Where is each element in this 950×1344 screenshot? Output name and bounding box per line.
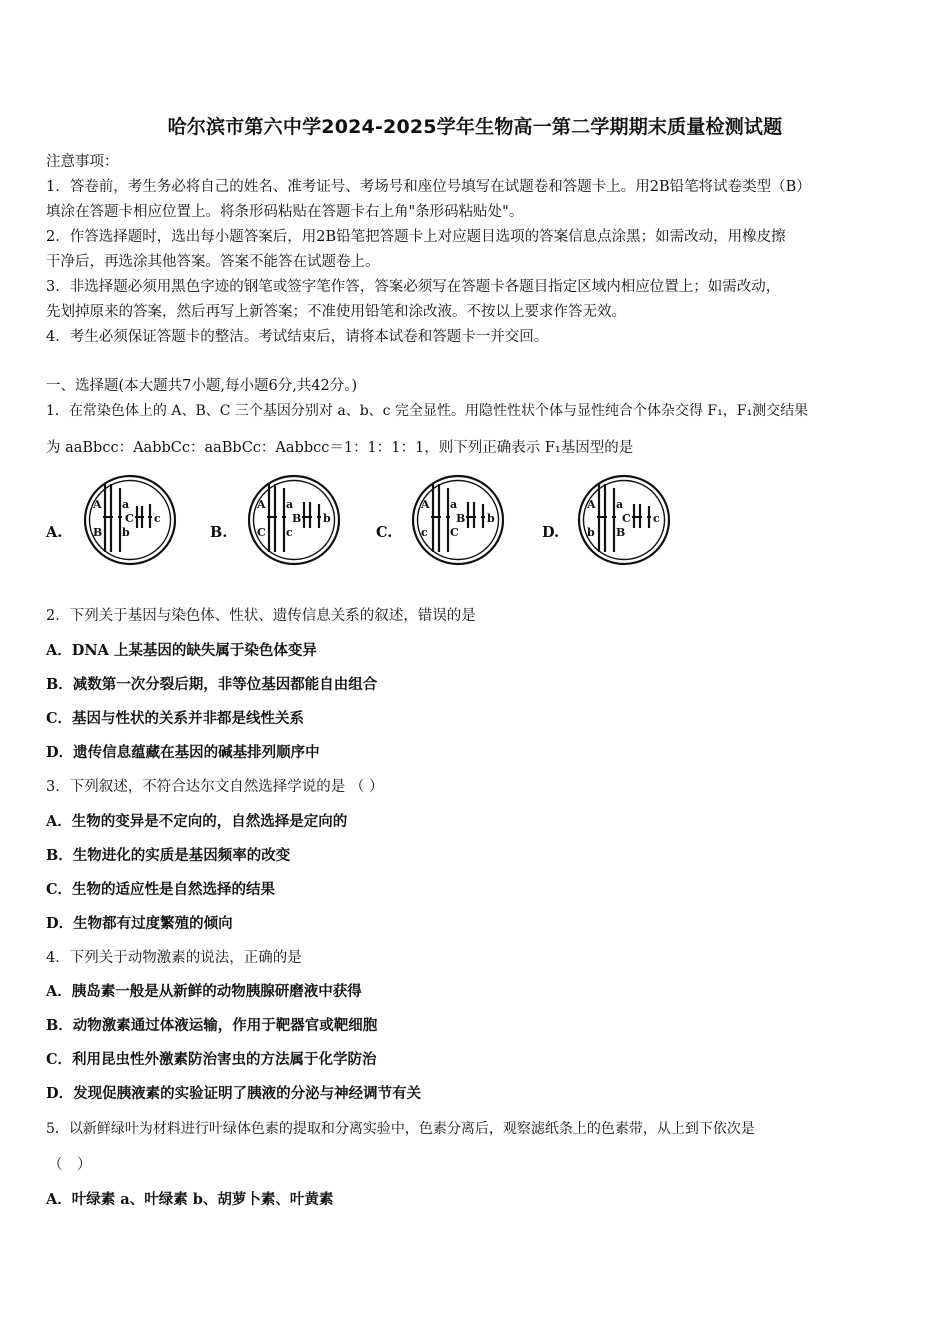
question-3-option: D．生物都有过度繁殖的倾向 — [46, 915, 233, 932]
question-3-option: B．生物进化的实质是基因频率的改变 — [46, 847, 291, 864]
cell-diagram-b — [244, 472, 344, 568]
gene-label-tr: a — [450, 498, 458, 511]
section-heading: 一、选择题(本大题共7小题,每小题6分,共42分。) — [46, 378, 358, 394]
question-1-stem-cont: 为 aaBbcc：AabbCc：aaBbCc：Aabbcc＝1：1：1：1，则下列正确表示 F₁基因型的是 — [46, 440, 634, 456]
cell-diagram-d — [574, 472, 674, 568]
question-4-option: D．发现促胰液素的实验证明了胰液的分泌与神经调节有关 — [46, 1085, 422, 1102]
gene-label-tl: A — [93, 498, 102, 511]
gene-label-bl: b — [587, 526, 595, 539]
gene-label-br: c — [286, 526, 293, 539]
option-b-label: B. — [210, 524, 228, 541]
gene-label-bl: B — [93, 526, 103, 539]
cell-diagram-c — [408, 472, 508, 568]
question-3-option: A．生物的变异是不定向的，自然选择是定向的 — [46, 813, 348, 830]
gene-label-bl: C — [257, 526, 266, 539]
gene-label-sl: B — [456, 512, 466, 525]
gene-label-tl: A — [257, 498, 266, 511]
notice-line: 4．考生必须保证答题卡的整洁。考试结束后，请将本试卷和答题卡一并交回。 — [46, 329, 549, 345]
notice-line: 3．非选择题必须用黑色字迹的钢笔或签字笔作答，答案必须写在答题卡各题目指定区域内相应位置上；如需改动， — [46, 279, 781, 295]
gene-label-sl: C — [125, 512, 134, 525]
gene-label-sl: B — [292, 512, 302, 525]
gene-label-tr: a — [122, 498, 130, 511]
notice-line: 干净后，再选涂其他答案。答案不能答在试题卷上。 — [46, 254, 380, 270]
gene-label-br: b — [122, 526, 130, 539]
cell-diagram-a — [80, 472, 180, 568]
notice-line: 2．作答选择题时，选出每小题答案后，用2B铅笔把答题卡上对应题目选项的答案信息点涂黑；如需改动，用橡皮擦 — [46, 229, 786, 245]
question-3-stem: 3．下列叙述，不符合达尔文自然选择学说的是 （ ） — [46, 779, 384, 795]
notice-heading: 注意事项： — [46, 154, 119, 170]
gene-label-tr: a — [286, 498, 294, 511]
question-2-option: B．减数第一次分裂后期，非等位基因都能自由组合 — [46, 676, 378, 693]
question-2-option: C．基因与性状的关系并非都是线性关系 — [46, 710, 305, 727]
gene-label-sl: C — [622, 512, 631, 525]
question-3-option: C．生物的适应性是自然选择的结果 — [46, 881, 276, 898]
question-4-stem: 4．下列关于动物激素的说法，正确的是 — [46, 950, 302, 966]
question-4-option: B．动物激素通过体液运输，作用于靶器官或靶细胞 — [46, 1017, 378, 1034]
gene-label-sr: c — [653, 512, 660, 525]
question-1-stem: 1．在常染色体上的 A、B、C 三个基因分别对 a、b、c 完全显性。用隐性性状个体与显性纯合个体杂交得 F₁，F₁测交结果 — [46, 403, 809, 419]
question-2-stem: 2．下列关于基因与染色体、性状、遗传信息关系的叙述，错误的是 — [46, 608, 476, 624]
question-1-diagrams — [46, 472, 726, 572]
notice-line: 填涂在答题卡相应位置上。将条形码粘贴在答题卡右上角"条形码粘贴处"。 — [46, 204, 524, 220]
question-5-stem: 5．以新鲜绿叶为材料进行叶绿体色素的提取和分离实验中，色素分离后，观察滤纸条上的色素带，从上到下依次是 — [46, 1121, 755, 1137]
question-4-option: C．利用昆虫性外激素防治害虫的方法属于化学防治 — [46, 1051, 377, 1068]
gene-label-bl: c — [421, 526, 428, 539]
question-2-option: A．DNA 上某基因的缺失属于染色体变异 — [46, 642, 317, 659]
page-title: 哈尔滨市第六中学2024-2025学年生物高一第二学期期末质量检测试题 — [167, 116, 783, 138]
gene-label-br: C — [450, 526, 459, 539]
option-a-label: A. — [46, 524, 63, 541]
option-c-label: C. — [376, 524, 393, 541]
option-d-label: D. — [542, 524, 560, 541]
gene-label-tl: A — [421, 498, 430, 511]
notice-line: 1．答卷前，考生务必将自己的姓名、准考证号、考场号和座位号填写在试题卷和答题卡上。用2B铅笔将试卷类型（B） — [46, 179, 811, 195]
question-4-option: A．胰岛素一般是从新鲜的动物胰腺研磨液中获得 — [46, 983, 362, 1000]
gene-label-sr: b — [323, 512, 331, 525]
question-2-option: D．遗传信息蕴藏在基因的碱基排列顺序中 — [46, 744, 320, 761]
notice-line: 先划掉原来的答案，然后再写上新答案；不准使用铅笔和涂改液。不按以上要求作答无效。 — [46, 304, 626, 320]
question-5-option: A．叶绿素 a、叶绿素 b、胡萝卜素、叶黄素 — [46, 1191, 334, 1208]
gene-label-br: B — [616, 526, 626, 539]
gene-label-sr: b — [487, 512, 495, 525]
gene-label-tl: A — [587, 498, 596, 511]
gene-label-tr: a — [616, 498, 624, 511]
question-5-answer-paren: （ ） — [48, 1157, 92, 1173]
gene-label-sr: c — [154, 512, 161, 525]
